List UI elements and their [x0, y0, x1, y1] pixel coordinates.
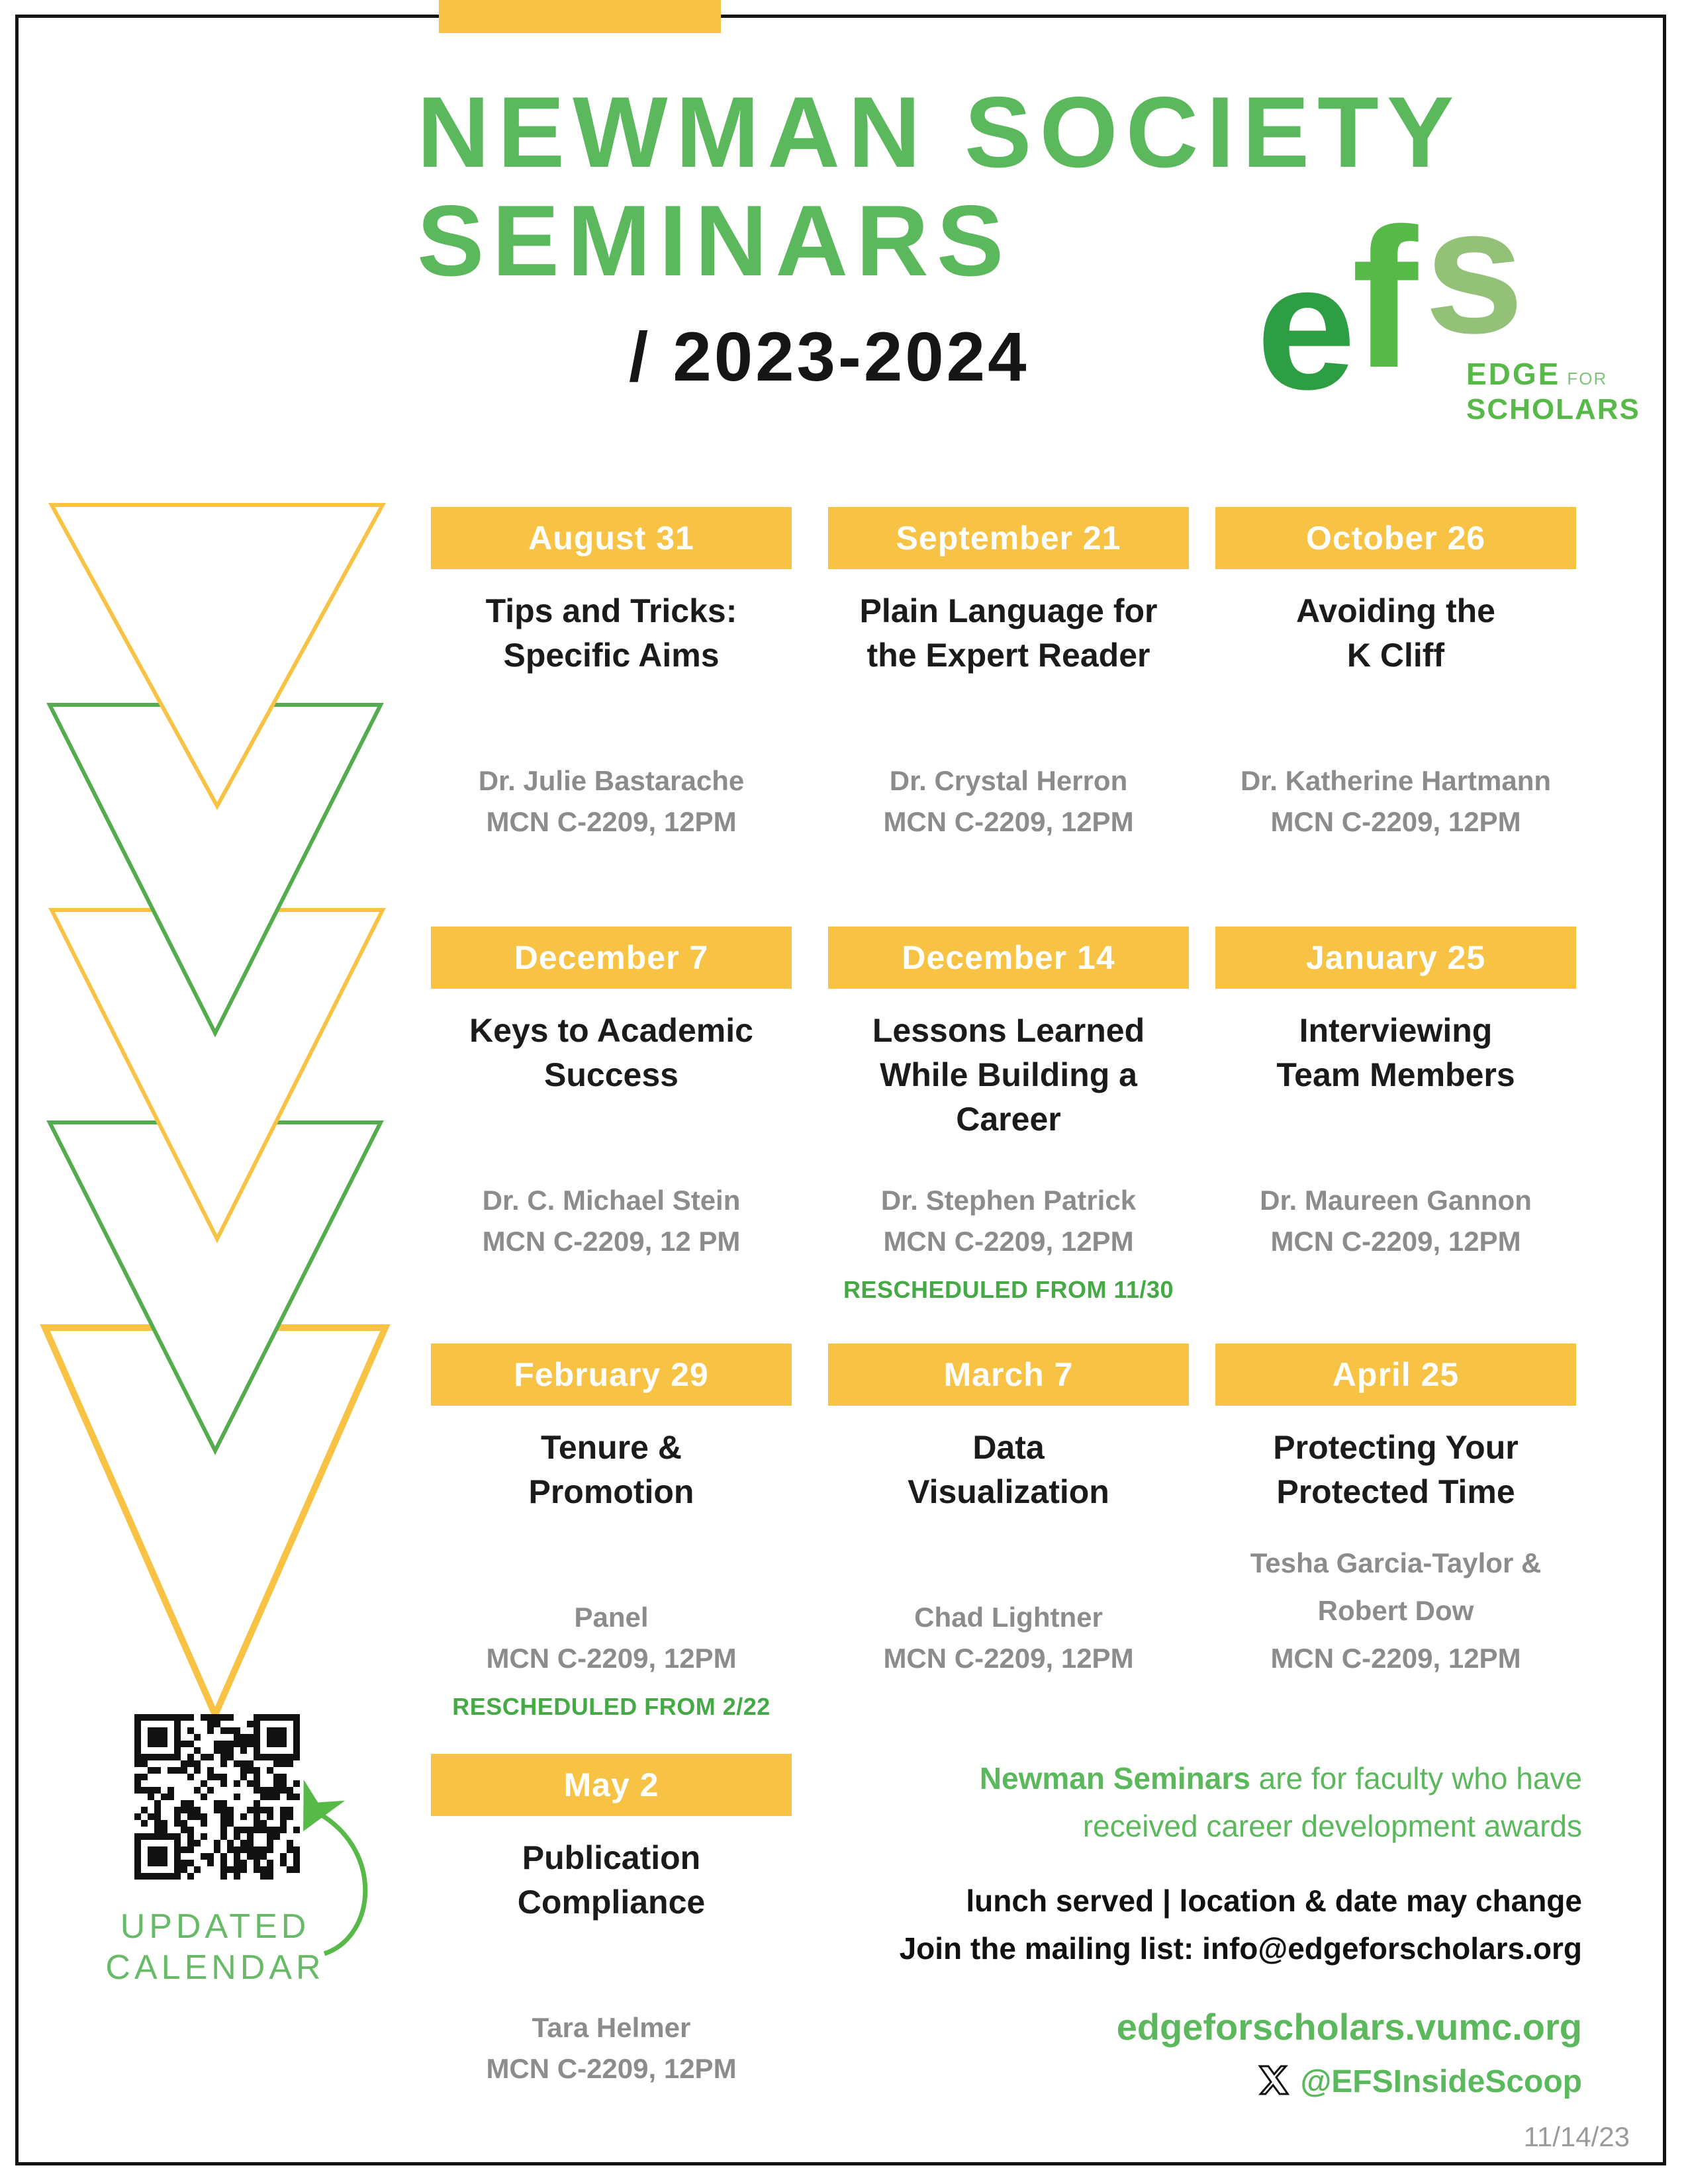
footer-twitter: @EFSInsideScoop — [1256, 2064, 1582, 2104]
seminar-location: MCN C-2209, 12PM — [1270, 1643, 1521, 1674]
seminar-date-banner: March 7 — [828, 1343, 1189, 1406]
efs-logo-letter-f: f — [1352, 187, 1418, 409]
seminar-card — [1215, 927, 1576, 1297]
efs-logo-wordmark-line1 — [1466, 356, 1607, 392]
x-twitter-icon — [1256, 2064, 1291, 2104]
seminar-location: MCN C-2209, 12PM — [1270, 1226, 1521, 1257]
seminar-date-banner: December 7 — [431, 927, 792, 989]
seminar-location: MCN C-2209, 12PM — [883, 1643, 1134, 1674]
seminar-location: MCN C-2209, 12PM — [486, 2053, 737, 2084]
seminar-card — [828, 1343, 1189, 1714]
updated-calendar-label: UPDATED CALENDAR — [105, 1907, 325, 1987]
footer-info-lunch: lunch served | location & date may change — [966, 1884, 1582, 1918]
seminar-date-banner: January 25 — [1215, 927, 1576, 989]
seminar-date-banner: September 21 — [828, 507, 1189, 569]
seminar-location: MCN C-2209, 12PM — [883, 1226, 1134, 1257]
seminar-card — [431, 1754, 792, 2124]
footer-about-line1: Newman Seminars are for faculty who have — [979, 1761, 1582, 1796]
seminar-rescheduled-note: RESCHEDULED FROM 11/30 — [843, 1276, 1174, 1303]
seminar-card — [1215, 1343, 1576, 1714]
seminar-date-banner: August 31 — [431, 507, 792, 569]
seminar-title: Keys to Academic Success — [469, 1012, 753, 1093]
seminar-title: Protecting Your Protected Time — [1273, 1429, 1519, 1510]
footer-about-bold: Newman Seminars — [979, 1761, 1250, 1796]
seminar-title: Data Visualization — [908, 1429, 1109, 1510]
seminar-title: Avoiding the K Cliff — [1296, 592, 1495, 674]
seminar-location: MCN C-2209, 12PM — [486, 806, 737, 837]
seminar-card — [431, 927, 792, 1297]
footer-version-date: 11/14/23 — [1523, 2121, 1630, 2152]
seminar-speaker: Dr. Julie Bastarache — [478, 765, 745, 796]
seminar-date-banner: December 14 — [828, 927, 1189, 989]
page-subtitle: / 2023-2024 — [629, 318, 1029, 396]
seminar-speaker: Tesha Garcia-Taylor & Robert Dow — [1250, 1547, 1542, 1626]
footer-about-line2: received career development awards — [1082, 1809, 1582, 1843]
seminar-speaker: Chad Lightner — [914, 1602, 1103, 1633]
efs-logo-letter-s: s — [1425, 171, 1524, 371]
seminar-speaker: Dr. Katherine Hartmann — [1240, 765, 1552, 796]
seminar-card — [828, 507, 1189, 878]
efs-logo-word-for: FOR — [1567, 369, 1608, 388]
seminar-date-banner: May 2 — [431, 1754, 792, 1816]
footer-mailing-list: Join the mailing list: info@edgeforscholars.org — [899, 1931, 1582, 1966]
seminar-speaker: Panel — [574, 1602, 649, 1633]
seminar-speaker: Tara Helmer — [532, 2012, 691, 2043]
seminar-date-banner: October 26 — [1215, 507, 1576, 569]
seminar-location: MCN C-2209, 12PM — [486, 1643, 737, 1674]
seminar-date-banner: April 25 — [1215, 1343, 1576, 1406]
triangle-decoration — [40, 496, 391, 1727]
qr-code — [134, 1714, 300, 1880]
seminar-location: MCN C-2209, 12PM — [1270, 806, 1521, 837]
seminar-title: Interviewing Team Members — [1276, 1012, 1515, 1093]
seminar-date-banner: February 29 — [431, 1343, 792, 1406]
seminar-card — [431, 1343, 792, 1720]
efs-logo-word-edge: EDGE — [1466, 357, 1561, 391]
seminar-title: Publication Compliance — [517, 1839, 706, 1921]
seminar-card — [828, 927, 1189, 1303]
seminar-title: Lessons Learned While Building a Career — [872, 1012, 1145, 1138]
seminar-title: Tenure & Promotion — [528, 1429, 694, 1510]
footer-website: edgeforscholars.vumc.org — [1116, 2006, 1582, 2048]
page-title-line2: SEMINARS — [417, 185, 1012, 297]
seminar-rescheduled-note: RESCHEDULED FROM 2/22 — [452, 1693, 771, 1720]
seminar-card — [431, 507, 792, 878]
top-yellow-tab — [439, 0, 721, 33]
seminar-location: MCN C-2209, 12 PM — [482, 1226, 741, 1257]
page-title-line1: NEWMAN SOCIETY — [417, 76, 1462, 189]
seminar-location: MCN C-2209, 12PM — [883, 806, 1134, 837]
seminar-card — [1215, 507, 1576, 878]
seminar-speaker: Dr. C. Michael Stein — [482, 1185, 741, 1216]
seminar-title: Tips and Tricks: Specific Aims — [485, 592, 737, 674]
seminar-title: Plain Language for the Expert Reader — [859, 592, 1158, 674]
efs-logo-word-scholars: SCHOLARS — [1466, 393, 1640, 426]
efs-logo-letter-e: e — [1256, 228, 1356, 427]
seminar-speaker: Dr. Stephen Patrick — [880, 1185, 1137, 1216]
seminar-speaker: Dr. Crystal Herron — [889, 765, 1128, 796]
seminar-speaker: Dr. Maureen Gannon — [1260, 1185, 1532, 1216]
